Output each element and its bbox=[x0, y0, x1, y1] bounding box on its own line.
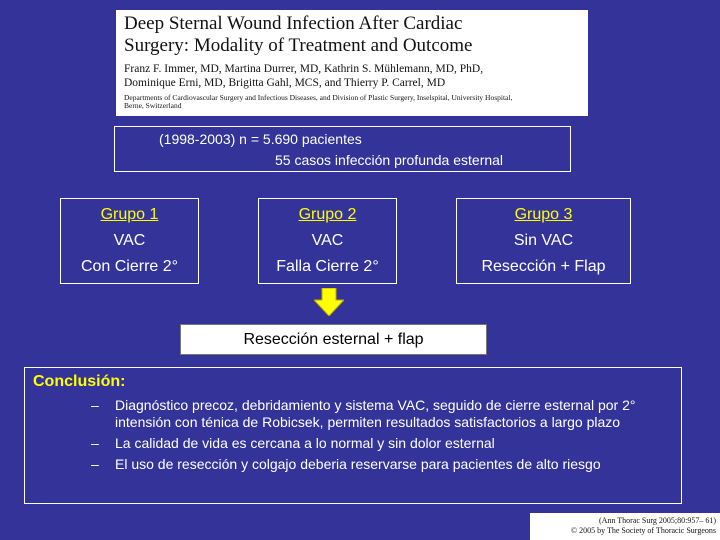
citation-copyright: © 2005 by The Society of Thoracic Surgeons bbox=[571, 526, 716, 535]
article-affiliation-line-1: Departments of Cardiovascular Surgery and Infectious Diseases, and Division of Plastic Surgery, Inselspital, University Hospital, bbox=[124, 93, 513, 102]
result-box: Resección esternal + flap bbox=[180, 324, 487, 355]
conclusion-item-text: Diagnóstico precoz, debridamiento y sistema VAC, seguido de cierre esternal por 2° intensión con ténica de Robicsek, permiten resultados satisfactorios a largo plazo bbox=[115, 397, 636, 430]
article-title bbox=[124, 13, 580, 57]
group-3-box bbox=[456, 198, 631, 284]
conclusion-item-text: El uso de resección y colgajo deberia reservarse para pacientes de alto riesgo bbox=[115, 456, 601, 472]
article-header-card bbox=[116, 10, 588, 116]
group-2-title: Grupo 2 bbox=[298, 206, 357, 223]
conclusion-item bbox=[91, 456, 671, 473]
conclusion-item-text: La calidad de vida es cercana a lo normal y sin dolor esternal bbox=[115, 435, 495, 451]
article-authors bbox=[124, 62, 580, 90]
group-3-title: Grupo 3 bbox=[514, 206, 573, 223]
article-affiliation-line-2: Berne, Switzerland bbox=[124, 101, 182, 110]
conclusion-item bbox=[91, 397, 671, 431]
cohort-summary-box bbox=[114, 126, 571, 172]
cohort-period-line: (1998-2003) n = 5.690 pacientes bbox=[159, 131, 362, 147]
group-2-line-1: VAC bbox=[311, 232, 344, 249]
article-title-line-2: Surgery: Modality of Treatment and Outcome bbox=[124, 35, 473, 56]
group-3-line-1: Sin VAC bbox=[513, 232, 574, 249]
bullet-dash: – bbox=[91, 456, 99, 472]
bullet-dash: – bbox=[91, 435, 99, 451]
group-1-box bbox=[60, 198, 199, 284]
article-authors-line-2: Dominique Erni, MD, Brigitta Gahl, MCS, and Thierry P. Carrel, MD bbox=[124, 77, 446, 89]
group-1-title: Grupo 1 bbox=[100, 206, 159, 223]
conclusion-list bbox=[33, 397, 671, 473]
article-affiliation bbox=[124, 94, 580, 110]
citation-reference: (Ann Thorac Surg 2005;80:957– 61) bbox=[598, 516, 716, 525]
group-3-line-2: Resección + Flap bbox=[481, 258, 606, 275]
conclusion-box bbox=[24, 367, 682, 504]
article-title-line-1: Deep Sternal Wound Infection After Cardiac bbox=[124, 13, 463, 34]
group-1-line-2: Con Cierre 2° bbox=[80, 258, 179, 275]
group-2-box bbox=[258, 198, 397, 284]
bullet-dash: – bbox=[91, 397, 99, 413]
article-authors-line-1: Franz F. Immer, MD, Martina Durrer, MD, Kathrin S. Mühlemann, MD, PhD, bbox=[124, 63, 484, 75]
down-arrow-icon bbox=[314, 288, 344, 316]
cohort-cases-line: 55 casos infección profunda esternal bbox=[275, 152, 504, 168]
group-2-line-2: Falla Cierre 2° bbox=[276, 258, 379, 275]
conclusion-heading: Conclusión: bbox=[33, 373, 126, 390]
citation-card bbox=[530, 513, 720, 540]
conclusion-item bbox=[91, 435, 671, 452]
group-1-line-1: VAC bbox=[113, 232, 146, 249]
